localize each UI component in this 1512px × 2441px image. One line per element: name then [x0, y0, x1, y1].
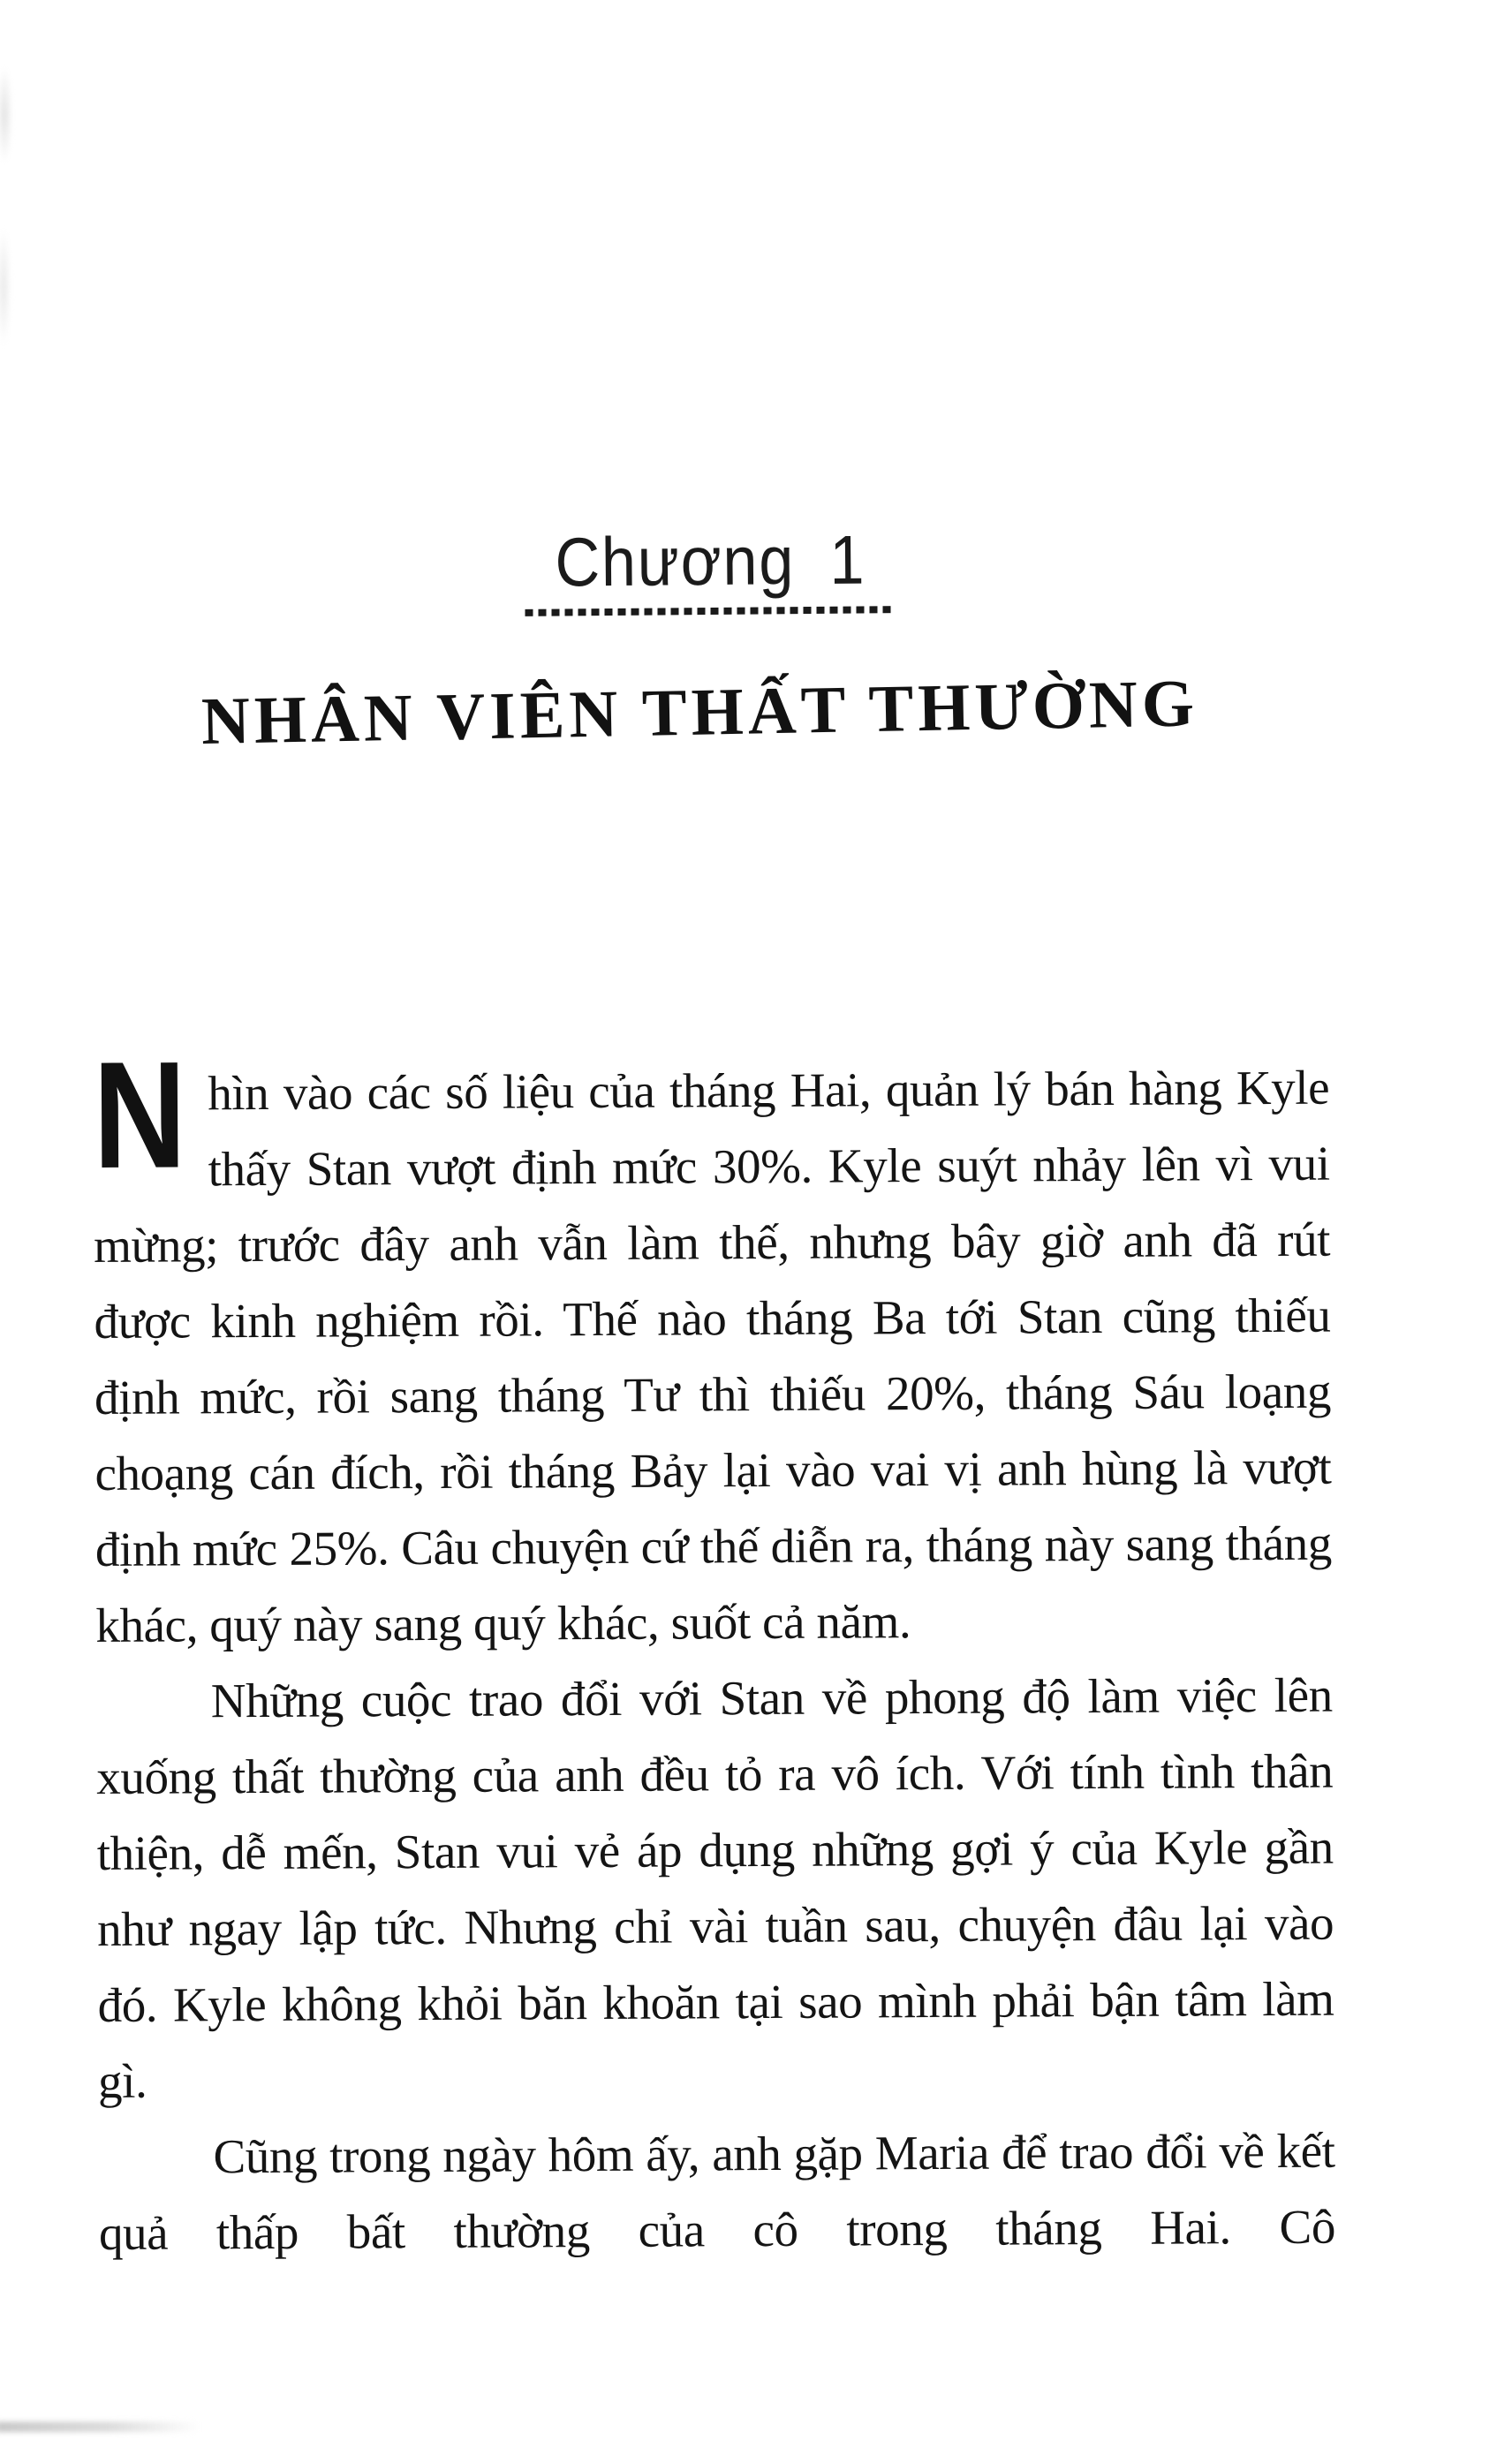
scan-smudge-top-left	[0, 53, 14, 371]
chapter-label: Chương 1	[554, 520, 866, 601]
chapter-title: NHÂN VIÊN THẤT THƯỜNG	[200, 666, 1199, 759]
scan-smudge-bottom-left	[0, 2422, 200, 2432]
paragraph-3: Cũng trong ngày hôm ấy, anh gặp Maria để trao đổi về kết quả thấp bất thường của cô trong tháng Hai. Cô	[98, 2123, 1336, 2260]
drop-cap: N	[92, 1030, 187, 1200]
paragraph-2: Những cuộc trao đổi với Stan về phong độ làm việc lên xuống thất thường của anh đều tỏ ra vô ích. Với tính tình thân thiện, dễ mến, Stan vui vẻ áp dụng những gợi ý của Kyle gần như ngay lập tức. Nhưng chỉ vài tuần sau, chuyện đâu lại vào đó. Kyle không khỏi băn khoăn tại sao mình phải bận tâm làm gì.	[96, 1667, 1334, 2108]
paragraph-1-text: hìn vào các số liệu của tháng Hai, quản lý bán hàng Kyle thấy Stan vượt định mức 30%. Kyle suýt nhảy lên vì vui mừng; trước đây anh vẫn làm thế, nhưng bây giờ anh đã rút được kinh nghiệm rồi. Thế nào tháng Ba tới Stan cũng thiếu định mức, rồi sang tháng Tư thì thiếu 20%, tháng Sáu loạng choạng cán đích, rồi tháng Bảy lại vào vai vị anh hùng là vượt định mức 25%. Câu chuyện cứ thế diễn ra, tháng này sang tháng khác, quý này sang quý khác, suốt cả năm.	[93, 1060, 1333, 1652]
paragraph-1	[92, 1030, 1333, 1664]
body-text	[92, 1030, 1336, 2271]
dashed-underline	[525, 606, 896, 616]
chapter-header	[0, 520, 1466, 622]
